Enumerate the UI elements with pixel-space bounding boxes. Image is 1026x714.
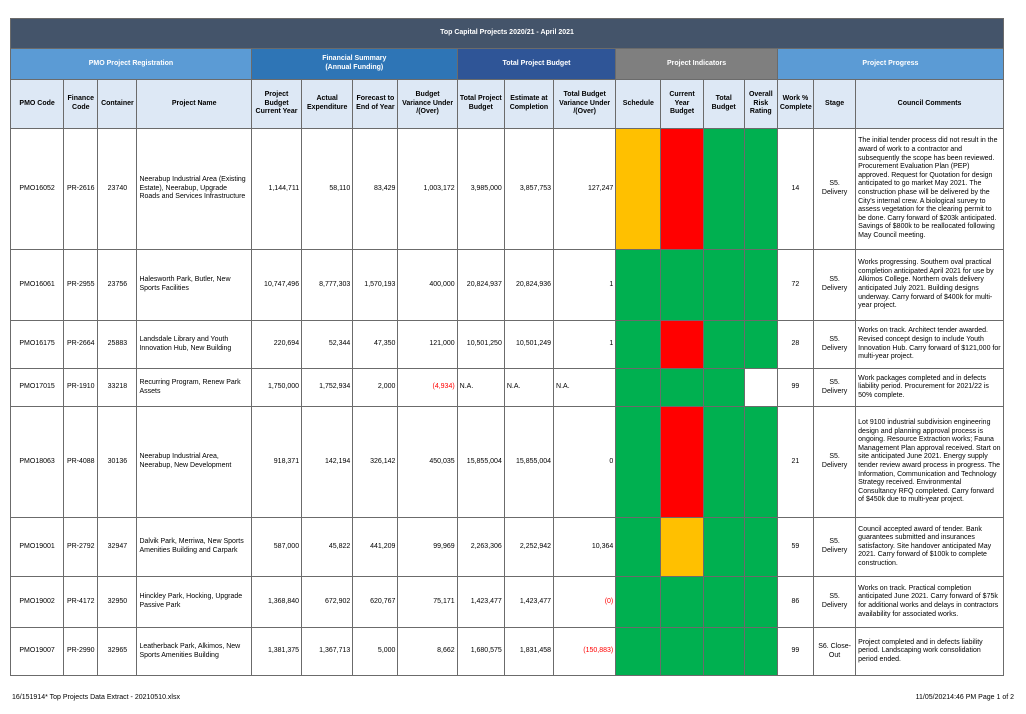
table-row: [11, 250, 1004, 321]
cell-total-budget-variance: (150,883): [554, 628, 616, 676]
cell-container: 32965: [98, 628, 137, 676]
cell-project-name: Leatherback Park, Alkimos, New Sports Amenities Building: [137, 628, 251, 676]
col-project-name: Project Name: [137, 80, 251, 129]
cell-estimate-at-completion: 10,501,249: [504, 321, 553, 369]
indicator-schedule: [616, 407, 661, 518]
cell-budget-variance: 450,035: [398, 407, 457, 518]
indicator-schedule: [616, 518, 661, 577]
cell-total-project-budget: 20,824,937: [457, 250, 504, 321]
cell-council-comments: Works on track. Architect tender awarded. Revised concept design to include Youth Innovation Hub. Carry forward of $121,000 for multi-year project.: [856, 321, 1004, 369]
cell-project-name: Recurring Program, Renew Park Assets: [137, 369, 251, 407]
cell-estimate-at-completion: 2,252,942: [504, 518, 553, 577]
cell-project-budget: 1,750,000: [251, 369, 301, 407]
cell-finance-code: PR-4088: [64, 407, 98, 518]
cell-project-name: Dalvik Park, Merriwa, New Sports Amenities Building and Carpark: [137, 518, 251, 577]
cell-actual-expenditure: 52,344: [302, 321, 353, 369]
cell-finance-code: PR-2955: [64, 250, 98, 321]
indicator-current-year-budget: [661, 321, 703, 369]
cell-project-name: Hinckley Park, Hocking, Upgrade Passive Park: [137, 577, 251, 628]
cell-stage: S5. Delivery: [814, 129, 856, 250]
cell-container: 23740: [98, 129, 137, 250]
cell-work-complete: 99: [777, 628, 813, 676]
indicator-current-year-budget: [661, 250, 703, 321]
cell-container: 23756: [98, 250, 137, 321]
col-current-year-budget: Current Year Budget: [661, 80, 703, 129]
cell-actual-expenditure: 1,752,934: [302, 369, 353, 407]
indicator-current-year-budget: [661, 129, 703, 250]
report-title: Top Capital Projects 2020/21 - April 2021: [11, 19, 1004, 49]
cell-forecast: 326,142: [353, 407, 398, 518]
col-total-project-budget: Total Project Budget: [457, 80, 504, 129]
cell-work-complete: 28: [777, 321, 813, 369]
cell-estimate-at-completion: 1,423,477: [504, 577, 553, 628]
cell-stage: S6. Close-Out: [814, 628, 856, 676]
table-row: [11, 321, 1004, 369]
cell-finance-code: PR-2792: [64, 518, 98, 577]
capital-projects-table: [10, 18, 1004, 676]
cell-project-budget: 587,000: [251, 518, 301, 577]
cell-work-complete: 59: [777, 518, 813, 577]
cell-container: 30136: [98, 407, 137, 518]
cell-work-complete: 14: [777, 129, 813, 250]
table-row: [11, 577, 1004, 628]
indicator-schedule: [616, 250, 661, 321]
cell-finance-code: PR-4172: [64, 577, 98, 628]
cell-total-budget-variance: 127,247: [554, 129, 616, 250]
col-project-budget: Project Budget Current Year: [251, 80, 301, 129]
cell-pmo-code: PMO16175: [11, 321, 64, 369]
cell-pmo-code: PMO19001: [11, 518, 64, 577]
cell-forecast: 620,767: [353, 577, 398, 628]
table-row: [11, 407, 1004, 518]
cell-pmo-code: PMO19007: [11, 628, 64, 676]
cell-actual-expenditure: 142,194: [302, 407, 353, 518]
cell-container: 25883: [98, 321, 137, 369]
col-council-comments: Council Comments: [856, 80, 1004, 129]
footer-file-name: 16/151914* Top Projects Data Extract - 20210510.xlsx: [12, 694, 180, 701]
cell-stage: S5. Delivery: [814, 518, 856, 577]
cell-council-comments: Work packages completed and in defects liability period. Procurement for 2021/22 is 50% complete.: [856, 369, 1004, 407]
cell-budget-variance: 8,662: [398, 628, 457, 676]
indicator-schedule: [616, 369, 661, 407]
indicator-overall-risk: [744, 407, 777, 518]
cell-total-project-budget: 3,985,000: [457, 129, 504, 250]
table-body: [11, 129, 1004, 676]
cell-project-name: Neerabup Industrial Area, Neerabup, New Development: [137, 407, 251, 518]
indicator-current-year-budget: [661, 369, 703, 407]
cell-stage: S5. Delivery: [814, 321, 856, 369]
cell-estimate-at-completion: 3,857,753: [504, 129, 553, 250]
cell-budget-variance: 99,969: [398, 518, 457, 577]
indicator-total-budget: [703, 407, 744, 518]
indicator-current-year-budget: [661, 577, 703, 628]
cell-budget-variance: 400,000: [398, 250, 457, 321]
cell-project-budget: 1,368,840: [251, 577, 301, 628]
cell-forecast: 2,000: [353, 369, 398, 407]
cell-forecast: 47,350: [353, 321, 398, 369]
cell-actual-expenditure: 45,822: [302, 518, 353, 577]
cell-project-name: Neerabup Industrial Area (Existing Estate), Neerabup, Upgrade Roads and Services Infrastructure: [137, 129, 251, 250]
col-forecast: Forecast to End of Year: [353, 80, 398, 129]
cell-project-name: Halesworth Park, Butler, New Sports Facilities: [137, 250, 251, 321]
indicator-total-budget: [703, 369, 744, 407]
col-actual-expenditure: Actual Expenditure: [302, 80, 353, 129]
financial-summary-line1: Financial Summary: [322, 55, 387, 63]
cell-budget-variance: 75,171: [398, 577, 457, 628]
cell-project-budget: 220,694: [251, 321, 301, 369]
cell-total-project-budget: 2,263,306: [457, 518, 504, 577]
cell-pmo-code: PMO19002: [11, 577, 64, 628]
cell-forecast: 1,570,193: [353, 250, 398, 321]
cell-finance-code: PR-2664: [64, 321, 98, 369]
cell-total-budget-variance: (0): [554, 577, 616, 628]
cell-work-complete: 72: [777, 250, 813, 321]
cell-container: 32947: [98, 518, 137, 577]
cell-estimate-at-completion: 15,855,004: [504, 407, 553, 518]
footer-page-info: 11/05/20214:46 PM Page 1 of 2: [915, 694, 1014, 701]
financial-summary-line2: (Annual Funding): [325, 64, 384, 71]
cell-total-project-budget: 1,680,575: [457, 628, 504, 676]
table-row: [11, 628, 1004, 676]
cell-pmo-code: PMO17015: [11, 369, 64, 407]
group-pmo-registration: PMO Project Registration: [11, 49, 252, 80]
indicator-overall-risk: [744, 369, 777, 407]
indicator-total-budget: [703, 628, 744, 676]
cell-total-budget-variance: 10,364: [554, 518, 616, 577]
col-total-budget: Total Budget: [703, 80, 744, 129]
indicator-total-budget: [703, 577, 744, 628]
cell-forecast: 441,209: [353, 518, 398, 577]
cell-pmo-code: PMO18063: [11, 407, 64, 518]
cell-stage: S5. Delivery: [814, 577, 856, 628]
indicator-total-budget: [703, 129, 744, 250]
col-schedule: Schedule: [616, 80, 661, 129]
col-total-budget-variance: Total Budget Variance Under /(Over): [554, 80, 616, 129]
cell-total-project-budget: 10,501,250: [457, 321, 504, 369]
indicator-overall-risk: [744, 129, 777, 250]
cell-finance-code: PR-2990: [64, 628, 98, 676]
col-estimate-at-completion: Estimate at Completion: [504, 80, 553, 129]
indicator-schedule: [616, 321, 661, 369]
cell-project-budget: 918,371: [251, 407, 301, 518]
cell-project-name: Landsdale Library and Youth Innovation Hub, New Building: [137, 321, 251, 369]
group-total-project-budget: Total Project Budget: [457, 49, 616, 80]
col-budget-variance: Budget Variance Under /(Over): [398, 80, 457, 129]
cell-actual-expenditure: 8,777,303: [302, 250, 353, 321]
cell-project-budget: 1,144,711: [251, 129, 301, 250]
cell-council-comments: Project completed and in defects liability period. Landscaping work consolidation period ended.: [856, 628, 1004, 676]
cell-forecast: 83,429: [353, 129, 398, 250]
table-row: [11, 369, 1004, 407]
cell-total-project-budget: 1,423,477: [457, 577, 504, 628]
col-finance-code: Finance Code: [64, 80, 98, 129]
indicator-total-budget: [703, 321, 744, 369]
cell-finance-code: PR-2616: [64, 129, 98, 250]
group-financial-summary: [251, 49, 457, 80]
cell-council-comments: Works on track. Practical completion anticipated June 2021. Carry forward of $75k for additional works and delays in contractors availability for associated works.: [856, 577, 1004, 628]
cell-stage: S5. Delivery: [814, 250, 856, 321]
cell-total-project-budget: 15,855,004: [457, 407, 504, 518]
table-row: [11, 129, 1004, 250]
cell-container: 32950: [98, 577, 137, 628]
col-overall-risk: Overall Risk Rating: [744, 80, 777, 129]
indicator-schedule: [616, 628, 661, 676]
cell-work-complete: 99: [777, 369, 813, 407]
indicator-schedule: [616, 577, 661, 628]
group-project-progress: Project Progress: [777, 49, 1003, 80]
cell-estimate-at-completion: 1,831,458: [504, 628, 553, 676]
cell-budget-variance: (4,934): [398, 369, 457, 407]
cell-total-budget-variance: 1: [554, 321, 616, 369]
indicator-total-budget: [703, 518, 744, 577]
cell-actual-expenditure: 1,367,713: [302, 628, 353, 676]
indicator-current-year-budget: [661, 407, 703, 518]
col-stage: Stage: [814, 80, 856, 129]
cell-stage: S5. Delivery: [814, 407, 856, 518]
cell-work-complete: 86: [777, 577, 813, 628]
cell-pmo-code: PMO16061: [11, 250, 64, 321]
col-pmo-code: PMO Code: [11, 80, 64, 129]
cell-total-budget-variance: N.A.: [554, 369, 616, 407]
cell-total-budget-variance: 0: [554, 407, 616, 518]
indicator-overall-risk: [744, 518, 777, 577]
cell-stage: S5. Delivery: [814, 369, 856, 407]
cell-budget-variance: 121,000: [398, 321, 457, 369]
cell-council-comments: The initial tender process did not result in the award of work to a contractor and subsequently the scope has been reviewed. Procurement Evaluation Plan (PEP) approved. Request for Quotation for design anticipated to go market May 2021. The construction phase will be delivered by the City's internal crew. A biological survey to assess vegetation for the clearing permit to be done. Carry forward of $203k anticipated. Savings of $800k to be reallocated following May Council meeting.: [856, 129, 1004, 250]
cell-work-complete: 21: [777, 407, 813, 518]
indicator-overall-risk: [744, 250, 777, 321]
cell-forecast: 5,000: [353, 628, 398, 676]
col-work-complete: Work % Complete: [777, 80, 813, 129]
cell-estimate-at-completion: N.A.: [504, 369, 553, 407]
group-project-indicators: Project Indicators: [616, 49, 778, 80]
indicator-overall-risk: [744, 577, 777, 628]
cell-total-project-budget: N.A.: [457, 369, 504, 407]
cell-council-comments: Works progressing. Southern oval practical completion anticipated April 2021 for use by Alkimos College. Northern ovals delivery anticipated July 2021. Building designs underway. Carry forward of $400k for multi-year project.: [856, 250, 1004, 321]
cell-estimate-at-completion: 20,824,936: [504, 250, 553, 321]
indicator-overall-risk: [744, 628, 777, 676]
indicator-overall-risk: [744, 321, 777, 369]
cell-actual-expenditure: 672,902: [302, 577, 353, 628]
cell-project-budget: 10,747,496: [251, 250, 301, 321]
cell-council-comments: Council accepted award of tender. Bank guarantees submitted and insurances satisfactory. Site handover anticipated May 2021. Carry forward of $100k to complete construction.: [856, 518, 1004, 577]
indicator-current-year-budget: [661, 518, 703, 577]
indicator-schedule: [616, 129, 661, 250]
cell-budget-variance: 1,003,172: [398, 129, 457, 250]
cell-finance-code: PR-1910: [64, 369, 98, 407]
cell-project-budget: 1,381,375: [251, 628, 301, 676]
cell-pmo-code: PMO16052: [11, 129, 64, 250]
cell-actual-expenditure: 58,110: [302, 129, 353, 250]
indicator-current-year-budget: [661, 628, 703, 676]
indicator-total-budget: [703, 250, 744, 321]
table-row: [11, 518, 1004, 577]
cell-container: 33218: [98, 369, 137, 407]
cell-council-comments: Lot 9100 industrial subdivision engineering design and planning approval process is ongoing. Resource Extraction works; Fauna Management Plan approval received. Start on site anticipated June 2021. Energy supply tender review award process in progress. The Information, Communication and Technology Strategy received. Environmental Consultancy RFQ completed. Carry forward of $450k due to multi-year project.: [856, 407, 1004, 518]
col-container: Container: [98, 80, 137, 129]
cell-total-budget-variance: 1: [554, 250, 616, 321]
